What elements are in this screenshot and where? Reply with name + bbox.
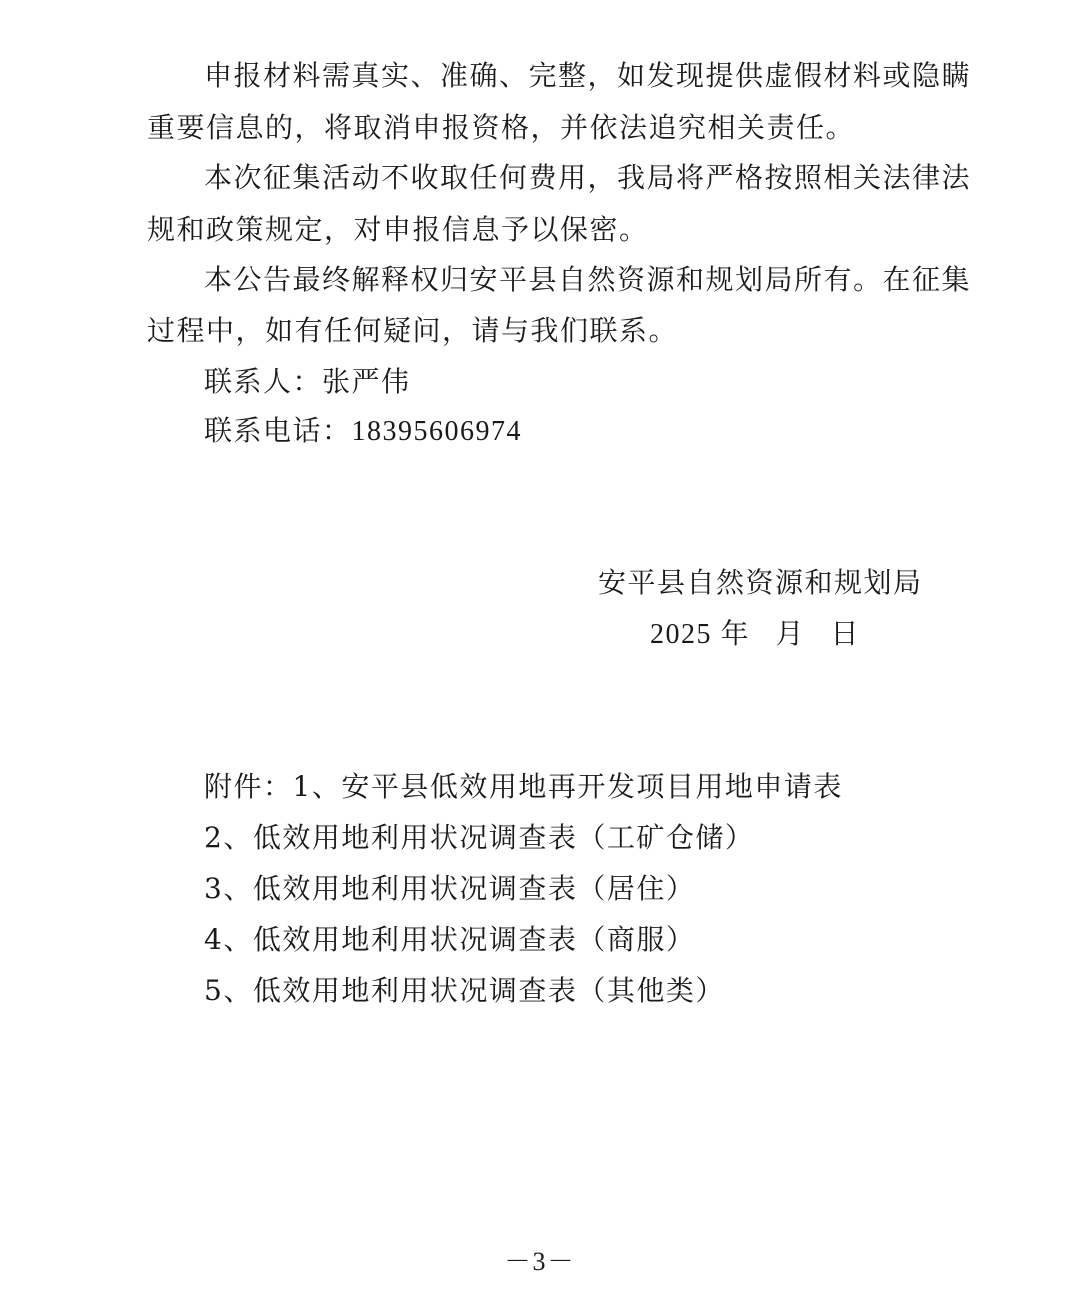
paragraph-1-line-2: 重要信息的，将取消申报资格，并依法追究相关责任。	[147, 111, 856, 144]
paragraph-3-line-1: 本公告最终解释权归安平县自然资源和规划局所有。在征集	[204, 263, 972, 296]
paragraph-2-line-2: 规和政策规定，对申报信息予以保密。	[147, 213, 649, 246]
page-number: －3－	[504, 1247, 576, 1276]
paragraph-2-line-1: 本次征集活动不收取任何费用，我局将严格按照相关法律法	[204, 161, 972, 194]
paragraph-1-line-1: 申报材料需真实、准确、完整，如发现提供虚假材料或隐瞒	[204, 59, 972, 92]
contact-phone: 联系电话：18395606974	[204, 416, 523, 447]
paragraph-3-line-2: 过程中，如有任何疑问，请与我们联系。	[147, 314, 679, 347]
attachment-item-1: 附件：1、安平县低效用地再开发项目用地申请表	[204, 770, 843, 803]
signature-organization: 安平县自然资源和规划局	[598, 566, 923, 599]
signature-date: 2025 年 月 日	[650, 619, 861, 650]
attachment-item-2: 2、低效用地利用状况调查表（工矿仓储）	[204, 821, 755, 854]
attachment-item-3: 3、低效用地利用状况调查表（居住）	[204, 872, 696, 905]
attachment-item-4: 4、低效用地利用状况调查表（商服）	[204, 923, 696, 956]
attachment-item-5: 5、低效用地利用状况调查表（其他类）	[204, 974, 725, 1007]
contact-person: 联系人：张严伟	[204, 365, 411, 398]
